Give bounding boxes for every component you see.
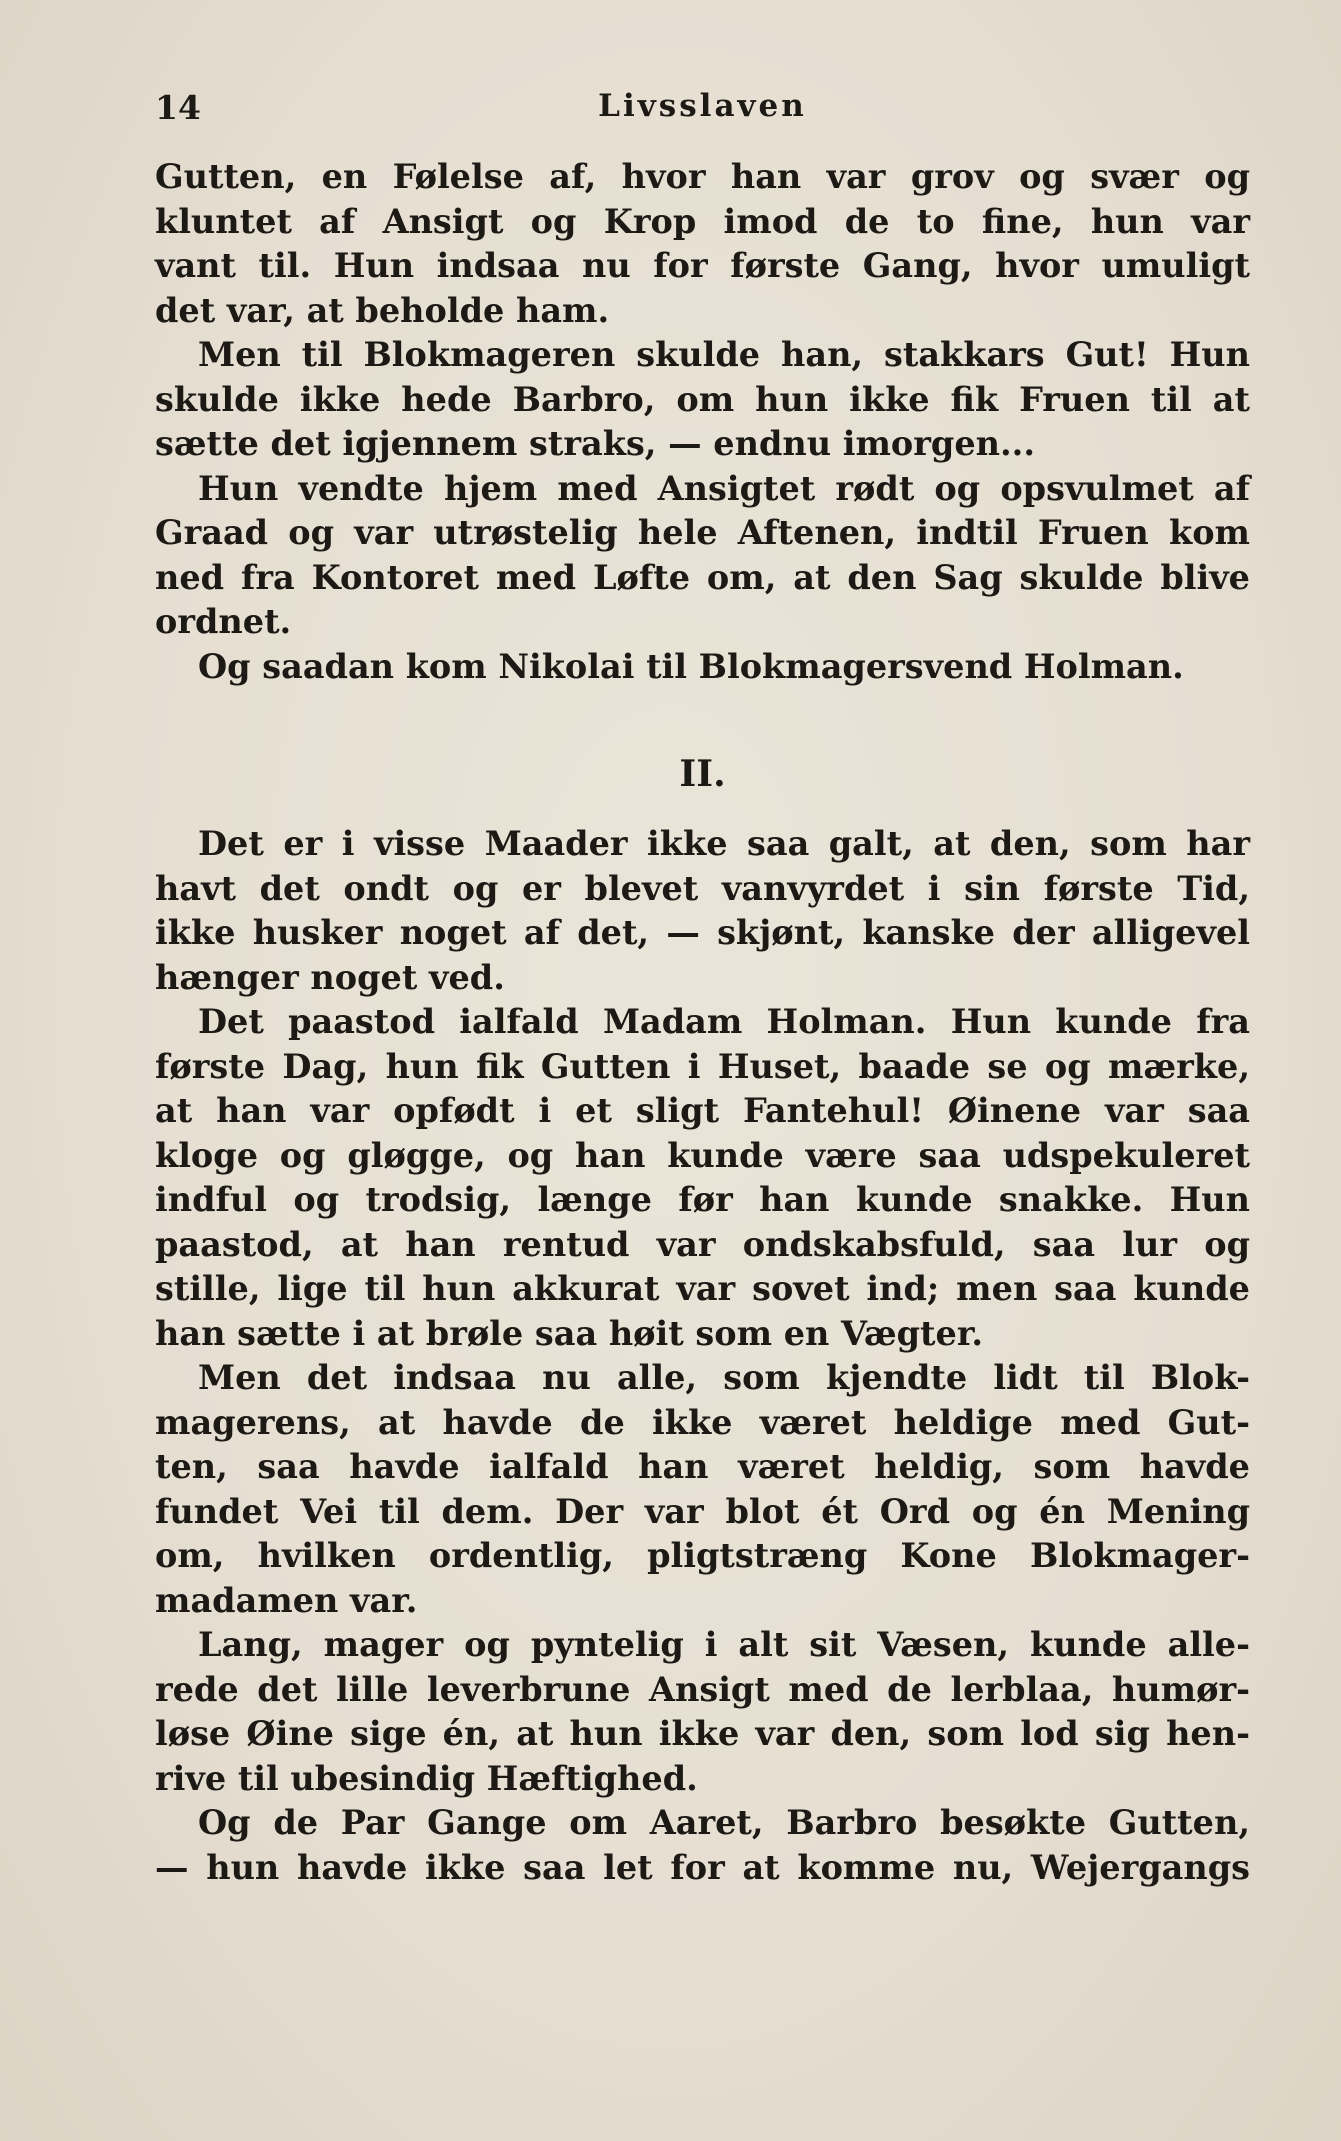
text-line: kluntet af Ansigt og Krop imod de to fine, hun var (155, 201, 1250, 241)
text-line: paastod, at han rentud var ondskabsfuld, saa lur og (155, 1224, 1250, 1264)
chapter-heading: II. (679, 753, 726, 795)
text-line: Men til Blokmageren skulde han, stakkars Gut! Hun (198, 335, 1250, 374)
text-line: løse Øine sige én, at hun ikke var den, som lod sig hen- (155, 1714, 1250, 1753)
text-line: at han var opfødt i et sligt Fantehul! Øinene var saa (155, 1091, 1250, 1130)
text-line: magerens, at havde de ikke været heldige med Gut- (155, 1402, 1250, 1442)
text-line: Det er i visse Maader ikke saa galt, at den, som har (198, 824, 1250, 863)
text-line: Men det indsaa nu alle, som kjendte lidt til Blok- (198, 1358, 1250, 1397)
page-header (155, 88, 1250, 132)
text-line: ten, saa havde ialfald han været heldig, som havde (155, 1447, 1250, 1486)
text-line: ordnet. (155, 602, 292, 641)
text-line: indful og trodsig, længe før han kunde snakke. Hun (155, 1180, 1250, 1219)
text-line: hænger noget ved. (155, 957, 505, 997)
text-line: ned fra Kontoret med Løfte om, at den Sag skulde blive (155, 557, 1250, 597)
text-line: rive til ubesindig Hæftighed. (155, 1758, 698, 1798)
text-line: ikke husker noget af det, — skjønt, kanske der alligevel (155, 913, 1250, 952)
text-line: skulde ikke hede Barbro, om hun ikke fik Fruen til at (155, 379, 1250, 419)
text-line: Lang, mager og pyntelig i alt sit Væsen, kunde alle- (198, 1625, 1250, 1664)
text-line: sætte det igjennem straks, — endnu imorgen... (155, 424, 1036, 463)
text-line: rede det lille leverbrune Ansigt med de lerblaa, humør- (155, 1669, 1250, 1709)
text-line: Graad og var utrøstelig hele Aftenen, indtil Fruen kom (155, 513, 1250, 552)
text-line: Det paastod ialfald Madam Holman. Hun kunde fra (198, 1002, 1250, 1041)
text-line: Hun vendte hjem med Ansigtet rødt og opsvulmet af (198, 468, 1250, 508)
text-line: Gutten, en Følelse af, hvor han var grov og svær og (155, 157, 1250, 196)
page-number: 14 (155, 88, 201, 127)
running-title: Livsslaven (598, 88, 807, 124)
text-line: det var, at beholde ham. (155, 290, 610, 330)
text-line: stille, lige til hun akkurat var sovet ind; men saa kunde (155, 1269, 1250, 1308)
body-text (155, 155, 1250, 1890)
text-line: vant til. Hun indsaa nu for første Gang, hvor umuligt (155, 246, 1250, 285)
text-line: første Dag, hun fik Gutten i Huset, baade se og mærke, (155, 1046, 1250, 1086)
text-line: — hun havde ikke saa let for at komme nu, Wejergangs (155, 1847, 1250, 1887)
text-line: Og de Par Gange om Aaret, Barbro besøkte Gutten, (198, 1803, 1250, 1842)
text-line: Og saadan kom Nikolai til Blokmagersvend Holman. (198, 646, 1184, 686)
text-line: om, hvilken ordentlig, pligtstræng Kone Blokmager- (155, 1536, 1250, 1575)
text-line: fundet Vei til dem. Der var blot ét Ord og én Mening (155, 1491, 1250, 1531)
text-line: madamen var. (155, 1580, 418, 1620)
text-line: kloge og gløgge, og han kunde være saa udspekuleret (155, 1135, 1250, 1175)
text-line: han sætte i at brøle saa høit som en Vægter. (155, 1313, 984, 1353)
text-line: havt det ondt og er blevet vanvyrdet i sin første Tid, (155, 868, 1250, 908)
